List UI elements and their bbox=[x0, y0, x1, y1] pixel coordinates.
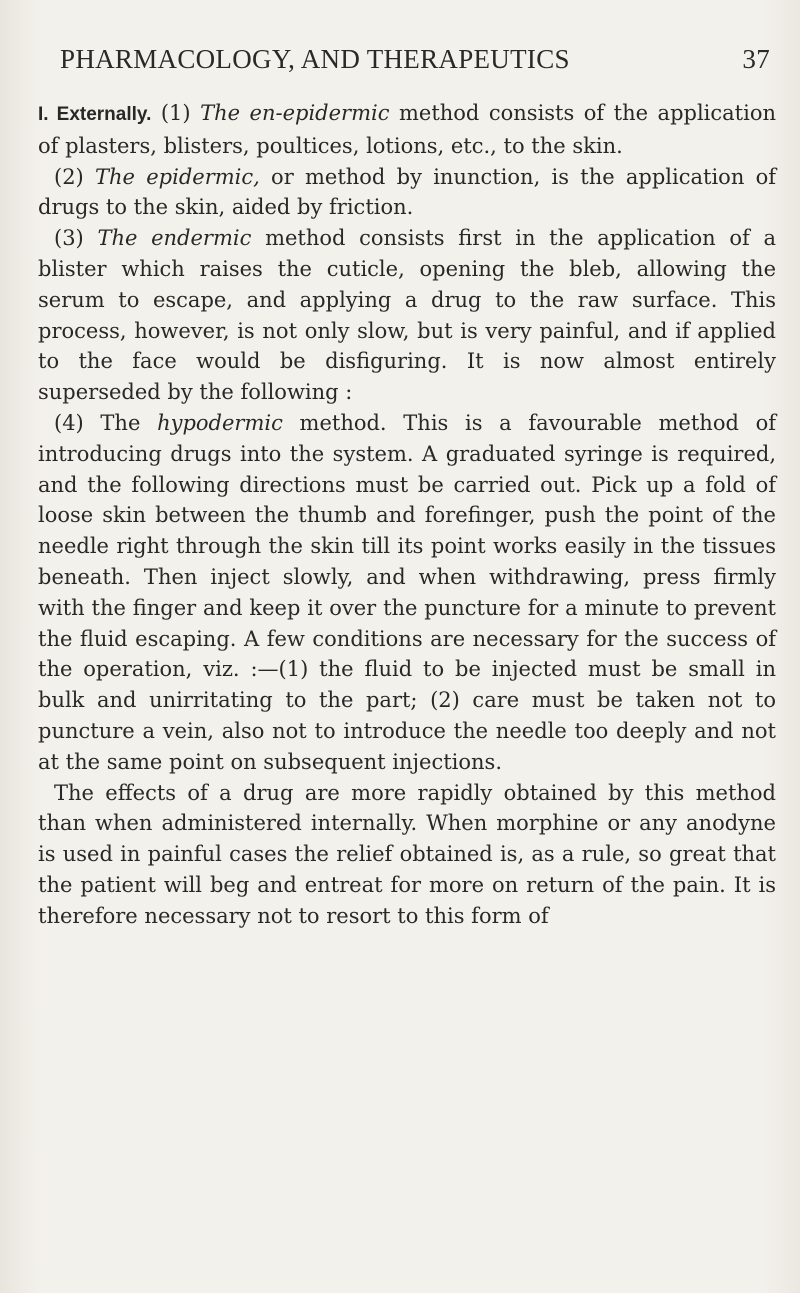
paragraph-effects bbox=[38, 778, 776, 932]
body-text bbox=[38, 98, 776, 932]
paragraph-hypodermic bbox=[38, 408, 776, 778]
method-term: The epidermic, bbox=[95, 164, 260, 189]
paragraph-en-epidermic bbox=[38, 98, 776, 162]
method-term: hypodermic bbox=[157, 410, 283, 435]
method-term: The en-epidermic bbox=[200, 101, 390, 125]
method-term: The endermic bbox=[97, 226, 252, 251]
paragraph-lead: (4) The bbox=[54, 410, 158, 435]
paragraph-text: method. This is a favourable method of introducing drugs into the system. A graduated syringe is required, and the following directions must be carried out. Pick up a fold of loose skin between the thumb and forefinger, push the point of the needle right through the skin till its point works easily in the tissues beneath. Then inject slowly, and when withdrawing, press firmly with the finger and keep it over the puncture for a minute to prevent the fluid escaping. A few conditions are necessary for the success of the operation, viz. :—(1) the fluid to be injected must be small in bulk and unirritating to the part; (2) care must be taken not to puncture a vein, also not to introduce the needle too deeply and not at the same point on subsequent injections. bbox=[38, 410, 777, 774]
running-head bbox=[60, 44, 770, 75]
paragraph-text: The effects of a drug are more rapidly obtained by this method than when administered internally. When morphine or any anodyne is used in painful cases the relief obtained is, as a rule, so great that the patient will beg and entreat for more on return of the pain. It is therefore necessary not to resort to this form of bbox=[38, 780, 776, 928]
paragraph-text: method consists first in the application of a blister which raises the cuticle, opening the bleb, allowing the serum to escape, and applying a drug to the raw surface. This process, however, is not only slow, but is very painful, and if applied to the face would be disfiguring. It is now almost entirely superseded by the following : bbox=[38, 226, 777, 405]
page-number: 37 bbox=[742, 44, 770, 74]
paragraph-epidermic bbox=[38, 162, 776, 224]
paragraph-lead: (1) bbox=[151, 101, 201, 125]
section-label: I. Externally. bbox=[38, 104, 152, 125]
paragraph-lead: (2) bbox=[54, 164, 96, 189]
paragraph-lead: (3) bbox=[54, 226, 98, 251]
paragraph-text: or method by inunction, is the application of drugs to the skin, aided by friction. bbox=[38, 164, 777, 220]
running-title: PHARMACOLOGY, AND THERAPEUTICS bbox=[60, 44, 570, 74]
paragraph-text: method consists of the application of plasters, blisters, poultices, lotions, etc., to the skin. bbox=[38, 101, 776, 158]
paragraph-endermic bbox=[38, 223, 776, 408]
